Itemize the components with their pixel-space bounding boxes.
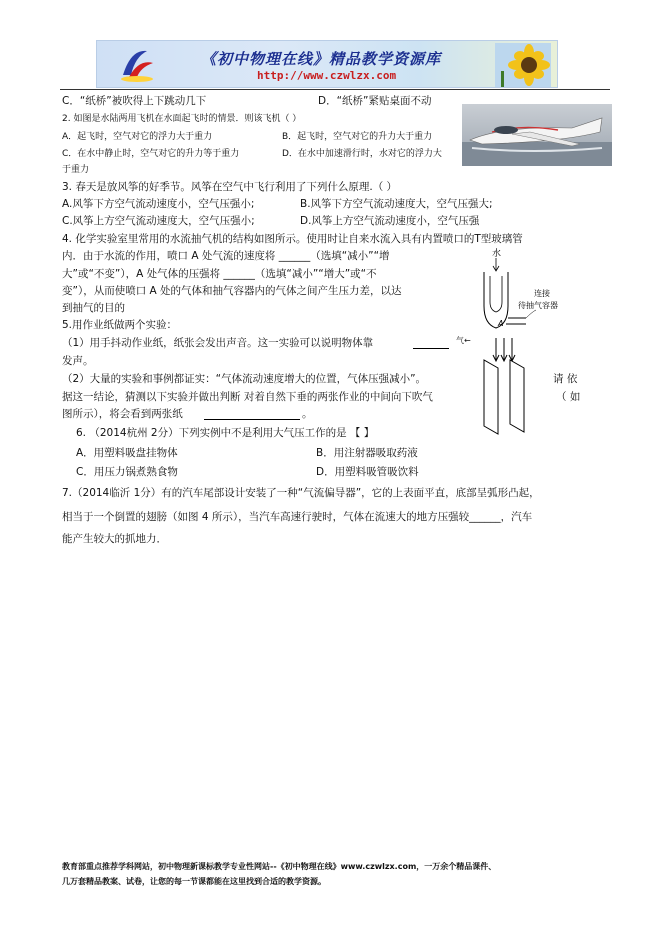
q3-option-c: C.风筝上方空气流动速度大，空气压强小; <box>62 215 255 227</box>
q5-part2-line3: 图所示），将会看到两张纸 <box>62 408 183 420</box>
header-divider <box>60 89 610 90</box>
q5-part2-line1: （2）大量的实验和事例都证实：“气体流动速度增大的位置，气体压强减小”。 <box>62 373 427 385</box>
q5-part1: （1）用手抖动作业纸，纸张会发出声音。这一实验可以说明物体靠 <box>62 337 374 349</box>
q4-line-5: 到抽气的目的 <box>62 302 125 314</box>
two-papers-diagram <box>466 338 546 438</box>
q6-option-a: A．用塑料吸盘挂物体 <box>76 447 178 459</box>
q6-option-b: B．用注射器吸取药液 <box>316 447 418 459</box>
site-logo-icon <box>117 45 157 83</box>
footer-line-1: 教育部重点推荐学科网站，初中物理新课标教学专业性网站--《初中物理在线》www.czwlzx.com，一万余个精品课件、 <box>62 862 497 871</box>
q4-line-1: 4. 化学实验室里常用的水流抽气机的结构如图所示。使用时让自来水流入具有内置喷口的T型玻璃管 <box>62 233 523 245</box>
q5-part2-blank[interactable] <box>204 407 300 420</box>
q6-option-c: C．用压力锅煮熟食物 <box>76 466 178 478</box>
q2-option-d-cont: 于重力 <box>62 165 90 175</box>
fig4-water-label: 水 <box>492 249 502 259</box>
q2-option-a: A．起飞时，空气对它的浮力大于重力 <box>62 132 213 142</box>
q3-stem: 3. 春天是放风筝的好季节。风筝在空气中飞行利用了下列什么原理.（ ） <box>62 181 398 193</box>
q5-part2-line2: 据这一结论，猜测以下实验并做出判断 对着自然下垂的两张作业的中间向下吹气 <box>62 391 433 403</box>
fig4-side-label: 气← <box>456 336 471 345</box>
fig4-point-a: A <box>498 319 504 328</box>
q1-option-d: D．“纸桥”紧贴桌面不动 <box>318 95 432 107</box>
q5-part2-line2-end: （ 如 <box>556 391 581 403</box>
fig4-label-container: 待抽气容器 <box>518 301 558 310</box>
banner-url[interactable]: http://www.czwlzx.com <box>257 69 397 82</box>
q4-line-4: 变”），从而使喷口 A 处的气体和抽气容器内的气体之间产生压力差，以达 <box>62 285 402 297</box>
q2-option-c: C．在水中静止时，空气对它的升力等于重力 <box>62 149 240 159</box>
q5-part2-line1-end: 请 依 <box>553 373 578 385</box>
q2-stem: 2. 如图是水陆两用飞机在水面起飞时的情景．则该飞机（ ） <box>62 114 302 124</box>
q2-option-b: B．起飞时，空气对它的升力大于重力 <box>282 132 433 142</box>
q5-part2-period: 。 <box>302 408 313 420</box>
q1-option-c: C．“纸桥”被吹得上下跳动几下 <box>62 95 207 107</box>
seaplane-photo <box>462 104 612 166</box>
aspirator-diagram <box>462 246 562 336</box>
sunflower-icon <box>495 43 551 87</box>
q3-option-a: A.风筝下方空气流动速度小，空气压强小; <box>62 198 255 210</box>
q7-line-3: 能产生较大的抓地力． <box>62 533 167 545</box>
q6-option-d: D．用塑料吸管吸饮料 <box>316 466 419 478</box>
q2-option-d: D．在水中加速滑行时，水对它的浮力大 <box>282 149 442 159</box>
q6-stem: 6. （2014杭州 2分）下列实例中不是利用大气压工作的是 【 】 <box>76 427 375 439</box>
q5-part1-end: 发声。 <box>62 355 94 367</box>
q4-line-2: 内．由于水流的作用，喷口 A 处气流的速度将 ______（选填“减小”“增 <box>62 250 390 262</box>
q7-line-2: 相当于一个倒置的翅膀（如图 4 所示），当汽车高速行驶时，气体在流速大的地方压强较______，汽车 <box>62 511 533 523</box>
q3-option-d: D.风筝上方空气流动速度小，空气压强 <box>300 215 480 227</box>
q7-line-1: 7.（2014临沂 1分）有的汽车尾部设计安装了一种“气流偏导器”，它的上表面平直，底部呈弧形凸起， <box>62 487 540 499</box>
banner-title: 《初中物理在线》精品教学资源库 <box>201 50 442 68</box>
footer-line-2: 几万套精品教案、试卷，让您的每一节课都能在这里找到合适的教学资源。 <box>62 877 326 886</box>
q4-line-3: 大”或“不变”），A 处气体的压强将 ______（选填“减小”“增大”或“不 <box>62 268 377 280</box>
header-banner <box>96 40 558 88</box>
q5-part1-blank[interactable] <box>413 336 449 349</box>
q5-stem: 5.用作业纸做两个实验： <box>62 319 178 331</box>
q3-option-b: B.风筝下方空气流动速度大，空气压强大; <box>300 198 493 210</box>
fig4-label-connect: 连接 <box>534 289 550 298</box>
